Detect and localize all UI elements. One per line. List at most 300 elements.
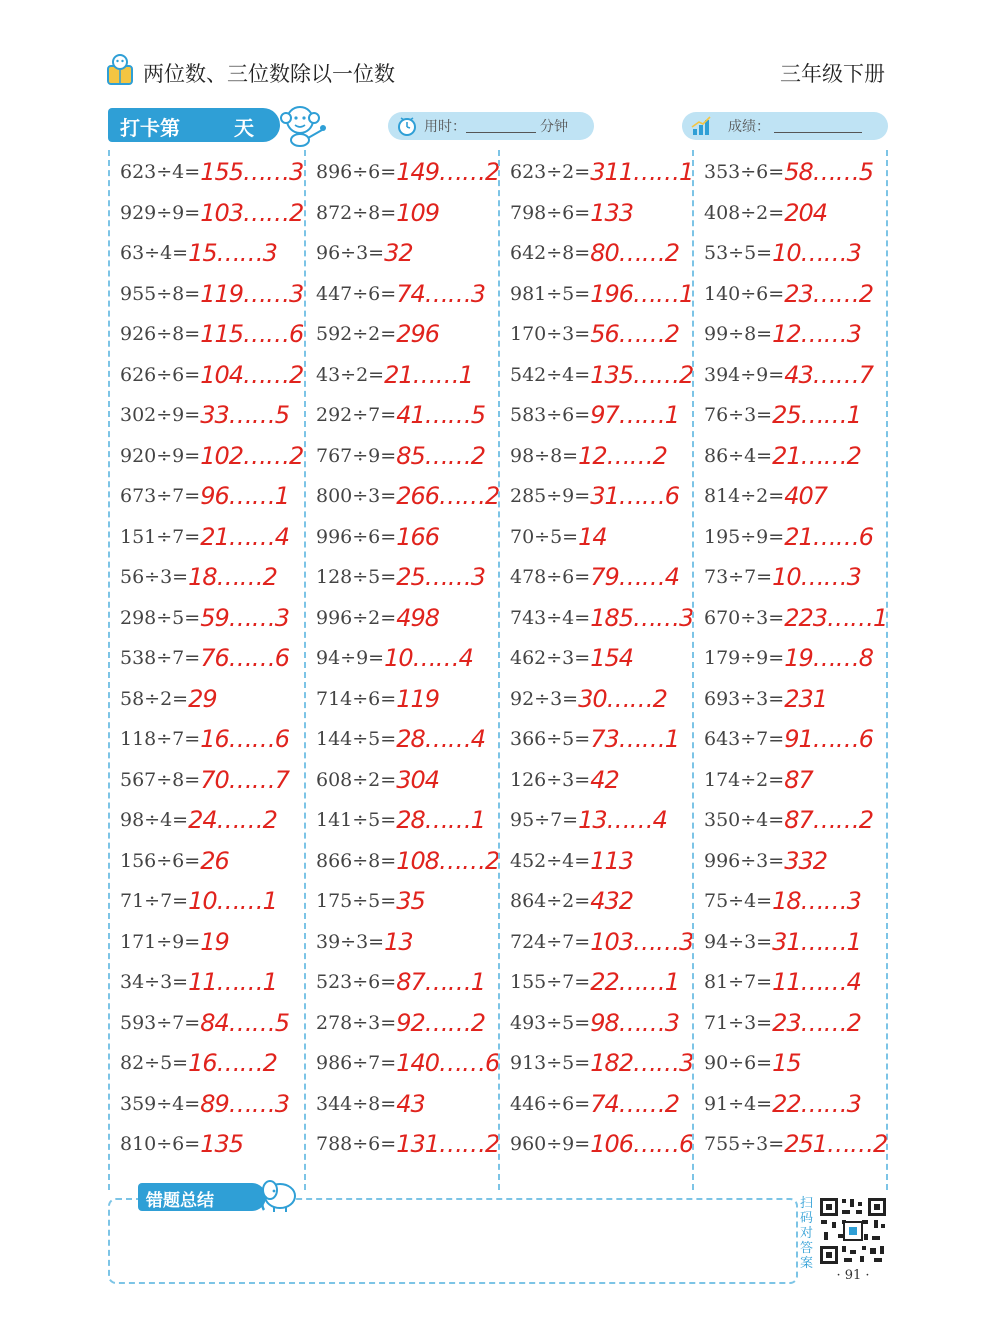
- handwritten-answer[interactable]: 21……4: [200, 522, 290, 551]
- division-question: 179÷9=: [704, 647, 785, 669]
- division-question: 75÷4=: [704, 890, 773, 912]
- monkey-icon: [278, 100, 328, 148]
- division-question: 623÷4=: [120, 161, 201, 183]
- handwritten-answer[interactable]: 97……1: [590, 401, 680, 429]
- handwritten-answer[interactable]: 498: [396, 603, 440, 632]
- handwritten-answer[interactable]: 87: [784, 765, 813, 794]
- division-question: 626÷6=: [120, 363, 201, 386]
- division-question: 96÷3=: [316, 242, 385, 264]
- division-question: 592÷2=: [316, 323, 397, 345]
- handwritten-answer[interactable]: 11……4: [772, 968, 861, 996]
- handwritten-answer[interactable]: 73……1: [590, 725, 680, 753]
- exercise-row: [510, 482, 679, 518]
- handwritten-answer[interactable]: 89……3: [200, 1089, 290, 1118]
- division-question: 39÷3=: [316, 930, 385, 953]
- exercise-row: [120, 361, 303, 397]
- exercise-row: [704, 280, 873, 316]
- division-question: 452÷4=: [510, 849, 591, 872]
- exercise-row: [120, 968, 277, 1004]
- handwritten-answer[interactable]: 25……3: [396, 563, 486, 591]
- exercise-row: [120, 604, 289, 640]
- division-question: 71÷7=: [120, 890, 189, 912]
- exercise-column-1: [110, 150, 304, 1190]
- handwritten-answer[interactable]: 13: [384, 927, 413, 956]
- mistake-summary-tag: [138, 1183, 266, 1211]
- exercise-row: [120, 482, 289, 518]
- division-question: 366÷5=: [510, 728, 591, 750]
- handwritten-answer[interactable]: 24……2: [188, 806, 277, 834]
- exercise-row: [120, 887, 277, 923]
- handwritten-answer[interactable]: 23……2: [784, 279, 874, 308]
- exercise-row: [510, 806, 667, 842]
- division-question: 542÷4=: [510, 363, 591, 386]
- exercise-row: [704, 442, 861, 478]
- division-question: 810÷6=: [120, 1133, 201, 1155]
- division-question: 344÷8=: [316, 1092, 397, 1115]
- exercise-row: [704, 523, 873, 559]
- exercise-row: [120, 644, 289, 680]
- handwritten-answer[interactable]: 26: [200, 846, 229, 875]
- exercise-row: [704, 968, 861, 1004]
- book-logo-icon: [105, 52, 135, 88]
- exercise-row: [704, 887, 861, 923]
- handwritten-answer[interactable]: 84……5: [200, 1008, 290, 1037]
- exercise-row: [316, 725, 485, 761]
- handwritten-answer[interactable]: 185……3: [590, 603, 694, 632]
- exercise-row: [316, 887, 425, 923]
- division-question: 53÷5=: [704, 242, 773, 264]
- handwritten-answer[interactable]: 13……4: [578, 806, 667, 834]
- exercise-row: [510, 320, 679, 356]
- exercise-row: [120, 442, 303, 478]
- handwritten-answer[interactable]: 35: [396, 887, 425, 915]
- handwritten-answer[interactable]: 231: [784, 684, 828, 713]
- handwritten-answer[interactable]: 96……1: [200, 482, 290, 510]
- exercise-row: [704, 199, 827, 235]
- exercise-row: [510, 887, 633, 923]
- handwritten-answer[interactable]: 23……2: [772, 1008, 861, 1037]
- handwritten-answer[interactable]: 74……2: [590, 1089, 680, 1118]
- division-question: 195÷9=: [704, 525, 785, 548]
- division-question: 140÷6=: [704, 282, 785, 305]
- exercise-row: [120, 928, 229, 964]
- exercise-row: [704, 604, 887, 640]
- division-question: 359÷4=: [120, 1092, 201, 1115]
- exercise-row: [120, 685, 217, 721]
- exercise-row: [316, 1049, 499, 1085]
- exercise-row: [704, 644, 873, 680]
- division-question: 996÷3=: [704, 849, 785, 872]
- exercise-row: [510, 523, 607, 559]
- division-question: 670÷3=: [704, 606, 785, 629]
- handwritten-answer[interactable]: 21……6: [784, 522, 874, 551]
- division-question: 408÷2=: [704, 201, 785, 224]
- scan-answer-label: 扫码对答案: [800, 1196, 814, 1271]
- handwritten-answer[interactable]: 103……2: [200, 198, 304, 227]
- exercise-row: [510, 199, 633, 235]
- division-question: 623÷2=: [510, 161, 591, 183]
- time-blank[interactable]: [466, 132, 536, 133]
- exercise-row: [510, 1090, 679, 1126]
- handwritten-answer[interactable]: 92……2: [396, 1008, 486, 1037]
- exercise-row: [704, 1049, 801, 1085]
- handwritten-answer[interactable]: 19……8: [784, 644, 874, 672]
- division-question: 767÷9=: [316, 444, 397, 467]
- exercise-row: [510, 239, 679, 275]
- exercise-row: [510, 563, 679, 599]
- division-question: 538÷7=: [120, 647, 201, 669]
- handwritten-answer[interactable]: 12……2: [578, 441, 667, 470]
- handwritten-answer[interactable]: 119: [396, 684, 440, 713]
- handwritten-answer[interactable]: 98……3: [590, 1008, 680, 1037]
- time-unit: 分钟: [540, 119, 568, 135]
- exercise-row: [316, 928, 413, 964]
- division-question: 920÷9=: [120, 444, 201, 467]
- handwritten-answer[interactable]: 25……1: [772, 401, 861, 429]
- division-question: 278÷3=: [316, 1011, 397, 1034]
- exercise-row: [510, 1009, 679, 1045]
- division-question: 996÷2=: [316, 606, 397, 629]
- handwritten-answer[interactable]: 91……6: [784, 725, 874, 753]
- score-label: 成绩：: [728, 119, 770, 135]
- score-field: [682, 112, 888, 140]
- handwritten-answer[interactable]: 43……7: [784, 360, 874, 389]
- handwritten-answer[interactable]: 33……5: [200, 401, 290, 429]
- exercise-row: [510, 401, 679, 437]
- exercise-row: [704, 239, 861, 275]
- exercise-row: [316, 806, 485, 842]
- division-question: 141÷5=: [316, 809, 397, 831]
- handwritten-answer[interactable]: 80……2: [590, 239, 680, 267]
- exercise-row: [704, 563, 861, 599]
- exercise-row: [316, 563, 485, 599]
- handwritten-answer[interactable]: 10……1: [188, 887, 277, 915]
- handwritten-answer[interactable]: 113: [590, 846, 634, 875]
- division-question: 462÷3=: [510, 647, 591, 669]
- handwritten-answer[interactable]: 149……2: [396, 158, 500, 186]
- division-question: 788÷6=: [316, 1133, 397, 1155]
- handwritten-answer[interactable]: 18……2: [188, 563, 277, 591]
- exercise-row: [704, 1090, 861, 1126]
- handwritten-answer[interactable]: 31……1: [772, 927, 861, 956]
- division-question: 94÷3=: [704, 930, 773, 953]
- division-question: 986÷7=: [316, 1052, 397, 1074]
- division-question: 86÷4=: [704, 444, 773, 467]
- handwritten-answer[interactable]: 266……2: [396, 482, 500, 510]
- handwritten-answer[interactable]: 182……3: [590, 1049, 694, 1077]
- handwritten-answer[interactable]: 29: [188, 684, 217, 713]
- handwritten-answer[interactable]: 59……3: [200, 603, 290, 632]
- exercise-row: [120, 239, 277, 275]
- handwritten-answer[interactable]: 76……6: [200, 644, 290, 672]
- division-question: 864÷2=: [510, 890, 591, 912]
- exercise-row: [120, 320, 303, 356]
- exercise-row: [510, 604, 693, 640]
- exercise-row: [120, 1049, 277, 1085]
- handwritten-answer[interactable]: 18……3: [772, 887, 861, 915]
- exercise-row: [316, 847, 499, 883]
- handwritten-answer[interactable]: 87……2: [784, 806, 874, 834]
- handwritten-answer[interactable]: 304: [396, 765, 440, 794]
- handwritten-answer[interactable]: 10……4: [384, 644, 473, 672]
- division-question: 99÷8=: [704, 323, 773, 345]
- handwritten-answer[interactable]: 106……6: [590, 1130, 694, 1158]
- exercise-row: [704, 320, 861, 356]
- division-question: 929÷9=: [120, 201, 201, 224]
- handwritten-answer[interactable]: 87……1: [396, 968, 486, 996]
- exercise-row: [704, 847, 827, 883]
- handwritten-answer[interactable]: 223……1: [784, 603, 888, 632]
- division-question: 593÷7=: [120, 1011, 201, 1034]
- handwritten-answer[interactable]: 31……6: [590, 482, 680, 510]
- handwritten-answer[interactable]: 30……2: [578, 684, 667, 713]
- division-question: 755÷3=: [704, 1133, 785, 1155]
- handwritten-answer[interactable]: 102……2: [200, 441, 304, 470]
- division-question: 446÷6=: [510, 1092, 591, 1115]
- division-question: 73÷7=: [704, 566, 773, 588]
- elephant-icon: [256, 1174, 300, 1214]
- division-question: 58÷2=: [120, 687, 189, 710]
- division-question: 170÷3=: [510, 323, 591, 345]
- division-question: 960÷9=: [510, 1133, 591, 1155]
- handwritten-answer[interactable]: 296: [396, 320, 440, 348]
- division-question: 95÷7=: [510, 809, 579, 831]
- handwritten-answer[interactable]: 22……3: [772, 1089, 861, 1118]
- handwritten-answer[interactable]: 119……3: [200, 279, 304, 308]
- handwritten-answer[interactable]: 133: [590, 198, 634, 227]
- handwritten-answer[interactable]: 131……2: [396, 1130, 500, 1158]
- handwritten-answer[interactable]: 135: [200, 1130, 244, 1158]
- handwritten-answer[interactable]: 58……5: [784, 158, 874, 186]
- score-blank[interactable]: [774, 132, 862, 133]
- exercise-row: [316, 239, 413, 275]
- handwritten-answer[interactable]: 108……2: [396, 846, 500, 875]
- handwritten-answer[interactable]: 154: [590, 644, 634, 672]
- division-question: 350÷4=: [704, 809, 785, 831]
- exercise-row: [510, 158, 693, 194]
- handwritten-answer[interactable]: 14: [578, 522, 607, 551]
- mistake-summary-label: 错题总结: [146, 1191, 214, 1211]
- exercise-row: [316, 320, 439, 356]
- division-question: 82÷5=: [120, 1052, 189, 1074]
- exercise-row: [704, 806, 873, 842]
- division-question: 63÷4=: [120, 242, 189, 264]
- division-question: 913÷5=: [510, 1052, 591, 1074]
- division-question: 98÷8=: [510, 444, 579, 467]
- exercise-row: [316, 766, 439, 802]
- exercise-row: [316, 685, 439, 721]
- exercise-row: [120, 847, 229, 883]
- handwritten-answer[interactable]: 79……4: [590, 563, 680, 591]
- checkin-banner: [108, 108, 280, 142]
- handwritten-answer[interactable]: 28……1: [396, 806, 486, 834]
- handwritten-answer[interactable]: 103……3: [590, 927, 694, 956]
- division-question: 94÷9=: [316, 647, 385, 669]
- division-question: 76÷3=: [704, 404, 773, 426]
- exercise-row: [120, 725, 289, 761]
- handwritten-answer[interactable]: 85……2: [396, 441, 486, 470]
- exercise-row: [316, 604, 439, 640]
- exercise-row: [120, 401, 289, 437]
- clock-icon: [396, 115, 418, 137]
- exercise-row: [704, 1130, 887, 1166]
- division-question: 156÷6=: [120, 849, 201, 872]
- exercise-row: [120, 1009, 289, 1045]
- handwritten-answer[interactable]: 135……2: [590, 360, 694, 389]
- division-question: 128÷5=: [316, 566, 397, 588]
- handwritten-answer[interactable]: 16……6: [200, 725, 290, 753]
- handwritten-answer[interactable]: 19: [200, 927, 229, 956]
- division-question: 714÷6=: [316, 687, 397, 710]
- division-question: 493÷5=: [510, 1011, 591, 1034]
- handwritten-answer[interactable]: 251……2: [784, 1130, 888, 1158]
- exercise-row: [120, 1090, 289, 1126]
- handwritten-answer[interactable]: 115……6: [200, 320, 304, 348]
- division-question: 43÷2=: [316, 363, 385, 386]
- handwritten-answer[interactable]: 43: [396, 1089, 425, 1118]
- handwritten-answer[interactable]: 432: [590, 887, 634, 915]
- handwritten-answer[interactable]: 311……1: [590, 158, 694, 186]
- exercise-row: [316, 442, 485, 478]
- handwritten-answer[interactable]: 28……4: [396, 725, 486, 753]
- handwritten-answer[interactable]: 56……2: [590, 320, 680, 348]
- division-question: 926÷8=: [120, 323, 201, 345]
- division-question: 724÷7=: [510, 930, 591, 953]
- handwritten-answer[interactable]: 140……6: [396, 1049, 500, 1077]
- exercise-row: [316, 1009, 485, 1045]
- exercise-row: [510, 928, 693, 964]
- exercise-row: [510, 1049, 693, 1085]
- handwritten-answer[interactable]: 109: [396, 198, 440, 227]
- division-question: 643÷7=: [704, 728, 785, 750]
- exercise-row: [316, 644, 473, 680]
- exercise-row: [510, 442, 667, 478]
- handwritten-answer[interactable]: 11……1: [188, 968, 277, 996]
- handwritten-answer[interactable]: 407: [784, 482, 828, 510]
- handwritten-answer[interactable]: 74……3: [396, 279, 486, 308]
- exercise-row: [510, 766, 619, 802]
- exercise-row: [316, 968, 485, 1004]
- handwritten-answer[interactable]: 16……2: [188, 1049, 277, 1077]
- grade-label: 三年级下册: [780, 62, 885, 86]
- handwritten-answer[interactable]: 15……3: [188, 239, 277, 267]
- handwritten-answer[interactable]: 70……7: [200, 765, 290, 794]
- division-question: 155÷7=: [510, 971, 591, 993]
- division-question: 34÷3=: [120, 971, 189, 993]
- division-question: 174÷2=: [704, 768, 785, 791]
- time-label: 用时：: [424, 119, 466, 135]
- handwritten-answer[interactable]: 41……5: [396, 401, 486, 429]
- chart-icon: [690, 115, 712, 137]
- handwritten-answer[interactable]: 104……2: [200, 360, 304, 389]
- exercise-row: [120, 280, 303, 316]
- handwritten-answer[interactable]: 21……2: [772, 441, 861, 470]
- division-question: 353÷6=: [704, 161, 785, 183]
- division-question: 298÷5=: [120, 606, 201, 629]
- handwritten-answer[interactable]: 32: [384, 239, 413, 267]
- exercise-row: [704, 1009, 861, 1045]
- exercise-row: [510, 644, 633, 680]
- handwritten-answer[interactable]: 12……3: [772, 320, 861, 348]
- division-question: 955÷8=: [120, 282, 201, 305]
- division-question: 144÷5=: [316, 728, 397, 750]
- exercise-row: [316, 1130, 499, 1166]
- exercise-row: [704, 401, 861, 437]
- division-question: 151÷7=: [120, 525, 201, 548]
- exercise-row: [510, 725, 679, 761]
- time-field: [388, 112, 594, 140]
- exercise-row: [316, 280, 485, 316]
- exercise-row: [704, 928, 861, 964]
- checkin-label: 打卡第: [120, 116, 180, 140]
- page-header: [105, 52, 895, 92]
- handwritten-answer[interactable]: 166: [396, 522, 440, 551]
- checkin-day-label: 天: [234, 116, 254, 140]
- exercise-column-2: [304, 150, 500, 1190]
- handwritten-answer[interactable]: 204: [784, 198, 828, 227]
- page-title: 两位数、三位数除以一位数: [143, 62, 395, 86]
- division-question: 478÷6=: [510, 566, 591, 588]
- division-question: 583÷6=: [510, 404, 591, 426]
- page-number: · 91 ·: [836, 1268, 870, 1283]
- handwritten-answer[interactable]: 332: [784, 846, 828, 875]
- division-question: 302÷9=: [120, 404, 201, 426]
- exercise-row: [704, 158, 873, 194]
- handwritten-answer[interactable]: 42: [590, 765, 619, 794]
- exercise-row: [704, 766, 813, 802]
- exercise-row: [510, 968, 679, 1004]
- handwritten-answer[interactable]: 21……1: [384, 360, 473, 389]
- exercise-row: [704, 725, 873, 761]
- division-question: 673÷7=: [120, 485, 201, 507]
- handwritten-answer[interactable]: 10……3: [772, 239, 861, 267]
- division-question: 90÷6=: [704, 1052, 773, 1074]
- exercise-row: [120, 158, 303, 194]
- division-question: 171÷9=: [120, 930, 201, 953]
- exercise-row: [120, 199, 303, 235]
- division-question: 394÷9=: [704, 363, 785, 386]
- exercise-row: [510, 361, 693, 397]
- handwritten-answer[interactable]: 196……1: [590, 279, 694, 308]
- exercise-row: [316, 1090, 425, 1126]
- exercise-row: [316, 158, 499, 194]
- division-question: 81÷7=: [704, 971, 773, 993]
- handwritten-answer[interactable]: 10……3: [772, 563, 861, 591]
- exercise-row: [120, 806, 277, 842]
- division-question: 608÷2=: [316, 768, 397, 791]
- division-question: 798÷6=: [510, 201, 591, 224]
- division-question: 292÷7=: [316, 404, 397, 426]
- division-question: 642÷8=: [510, 242, 591, 264]
- division-question: 743÷4=: [510, 606, 591, 629]
- exercise-row: [120, 523, 289, 559]
- exercise-row: [120, 1130, 243, 1166]
- handwritten-answer[interactable]: 15: [772, 1049, 801, 1077]
- exercise-row: [316, 523, 439, 559]
- exercise-row: [316, 361, 473, 397]
- handwritten-answer[interactable]: 155……3: [200, 158, 304, 186]
- qr-code-icon[interactable]: [818, 1196, 888, 1266]
- division-question: 70÷5=: [510, 525, 579, 548]
- division-question: 175÷5=: [316, 890, 397, 912]
- exercise-row: [510, 847, 633, 883]
- division-question: 896÷6=: [316, 161, 397, 183]
- division-question: 866÷8=: [316, 849, 397, 872]
- exercise-row: [510, 1130, 693, 1166]
- exercise-row: [510, 685, 667, 721]
- handwritten-answer[interactable]: 22……1: [590, 968, 680, 996]
- exercise-row: [120, 766, 289, 802]
